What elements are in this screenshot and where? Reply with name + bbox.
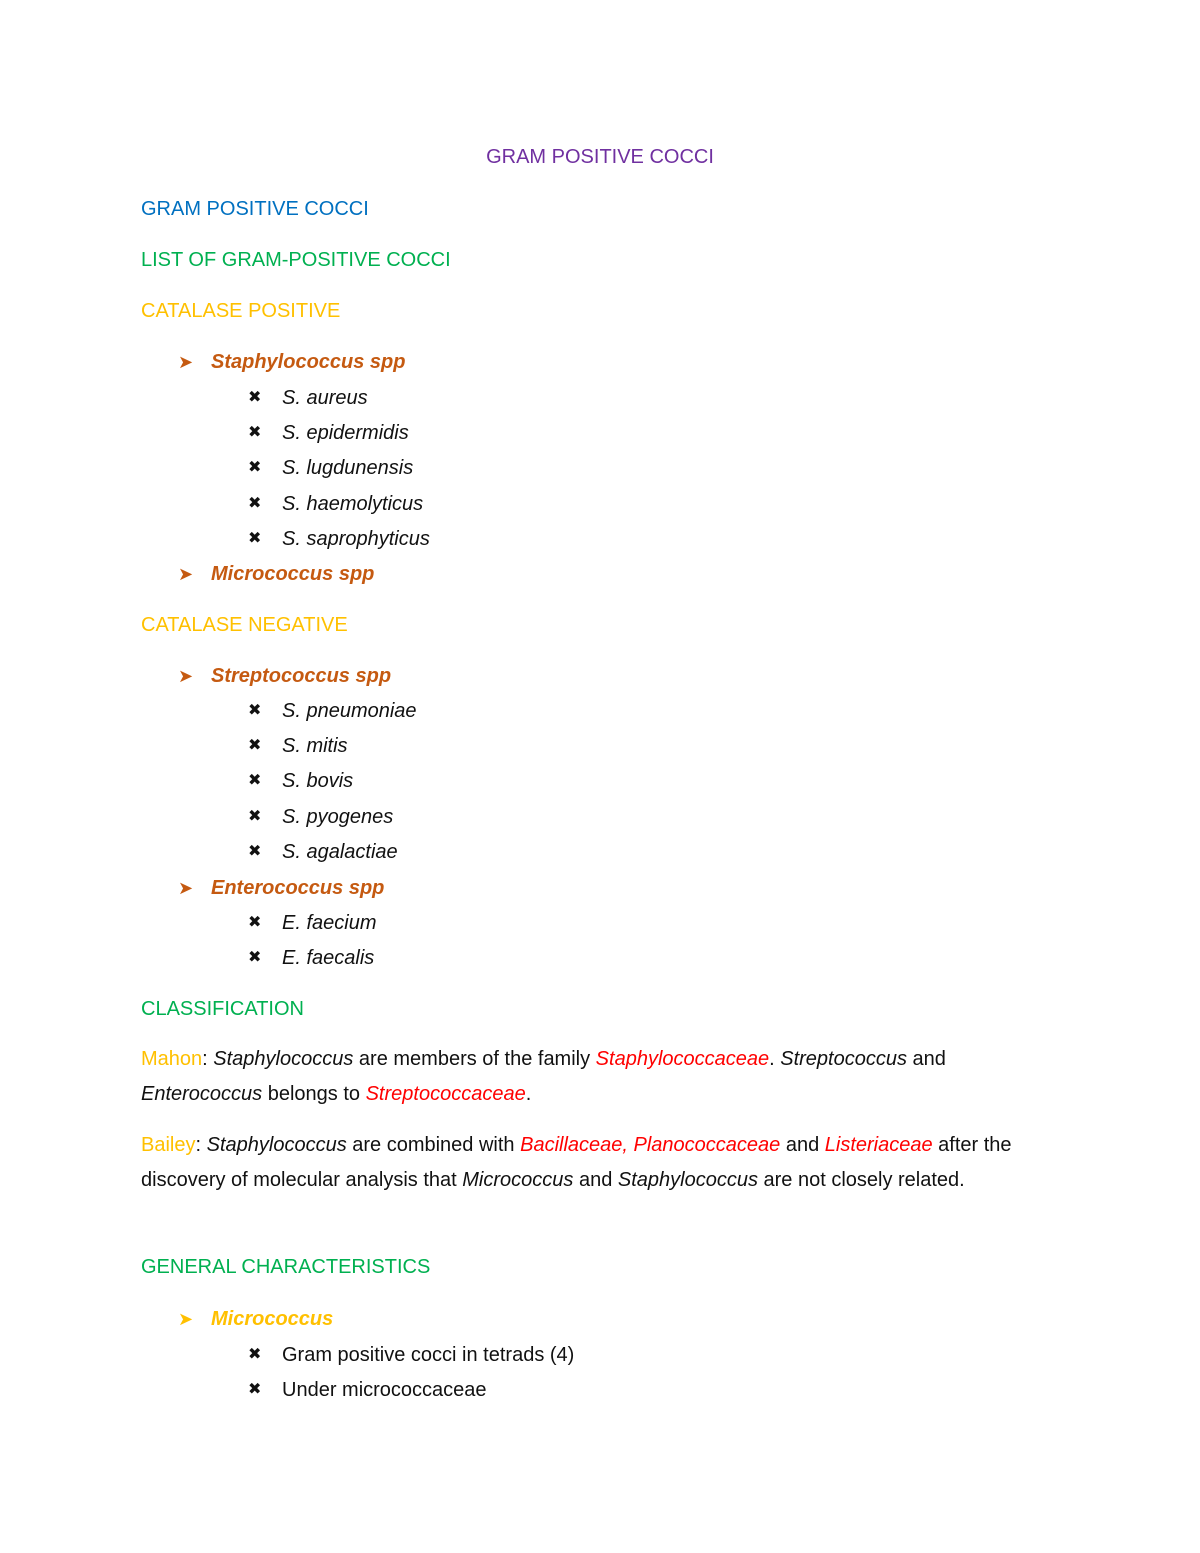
list-item: Under micrococcaceae	[282, 1379, 487, 1401]
x-bullet-icon: ✖	[248, 949, 262, 966]
label-mahon: Mahon	[141, 1048, 203, 1070]
list-item: S. haemolyticus	[282, 493, 424, 515]
x-bullet-icon: ✖	[248, 1381, 262, 1398]
list-item: S. pyogenes	[282, 806, 394, 828]
list-item: S. saprophyticus	[282, 528, 430, 550]
paragraph-bailey: Bailey: Staphylococcus are combined with Bacillaceae, Planococcaceae and Listeriaceae after the discovery of molecular analysis that Micrococcus and Staphylococcus are not closely related.	[141, 1134, 1012, 1191]
x-bullet-icon: ✖	[248, 1346, 262, 1363]
page-title: GRAM POSITIVE COCCI	[486, 146, 714, 168]
arrow-bullet-icon: ➤	[178, 878, 194, 898]
x-bullet-icon: ✖	[248, 389, 262, 406]
label-bailey: Bailey	[141, 1134, 196, 1156]
heading-general-characteristics: GENERAL CHARACTERISTICS	[141, 1256, 431, 1278]
x-bullet-icon: ✖	[248, 530, 262, 547]
list-item: S. bovis	[282, 770, 354, 792]
arrow-bullet-icon: ➤	[178, 352, 194, 372]
list-item: E. faecium	[282, 912, 377, 934]
x-bullet-icon: ✖	[248, 737, 262, 754]
list-item: S. pneumoniae	[282, 700, 417, 722]
group-enterococcus: Enterococcus spp	[211, 877, 385, 899]
x-bullet-icon: ✖	[248, 914, 262, 931]
group-micrococcus-general: Micrococcus	[211, 1308, 334, 1330]
x-bullet-icon: ✖	[248, 424, 262, 441]
list-item: S. aureus	[282, 387, 368, 409]
arrow-bullet-icon: ➤	[178, 1309, 194, 1329]
heading-list: LIST OF GRAM-POSITIVE COCCI	[141, 249, 451, 271]
list-item: E. faecalis	[282, 947, 375, 969]
x-bullet-icon: ✖	[248, 808, 262, 825]
x-bullet-icon: ✖	[248, 495, 262, 512]
paragraph-mahon: Mahon: Staphylococcus are members of the family Staphylococcaceae. Streptococcus and Enterococcus belongs to Streptococcaceae.	[141, 1048, 946, 1105]
group-streptococcus: Streptococcus spp	[211, 665, 392, 687]
x-bullet-icon: ✖	[248, 772, 262, 789]
group-micrococcus: Micrococcus spp	[211, 563, 375, 585]
x-bullet-icon: ✖	[248, 459, 262, 476]
heading-classification: CLASSIFICATION	[141, 998, 304, 1020]
arrow-bullet-icon: ➤	[178, 666, 194, 686]
heading-catalase-positive: CATALASE POSITIVE	[141, 300, 341, 322]
list-item: S. lugdunensis	[282, 457, 414, 479]
list-item: S. agalactiae	[282, 841, 398, 863]
heading-catalase-negative: CATALASE NEGATIVE	[141, 614, 348, 636]
x-bullet-icon: ✖	[248, 843, 262, 860]
list-item: S. epidermidis	[282, 422, 409, 444]
list-item: Gram positive cocci in tetrads (4)	[282, 1344, 575, 1366]
list-item: S. mitis	[282, 735, 348, 757]
heading-gram-positive-cocci: GRAM POSITIVE COCCI	[141, 198, 369, 220]
x-bullet-icon: ✖	[248, 702, 262, 719]
group-staphylococcus: Staphylococcus spp	[211, 351, 406, 373]
arrow-bullet-icon: ➤	[178, 564, 194, 584]
